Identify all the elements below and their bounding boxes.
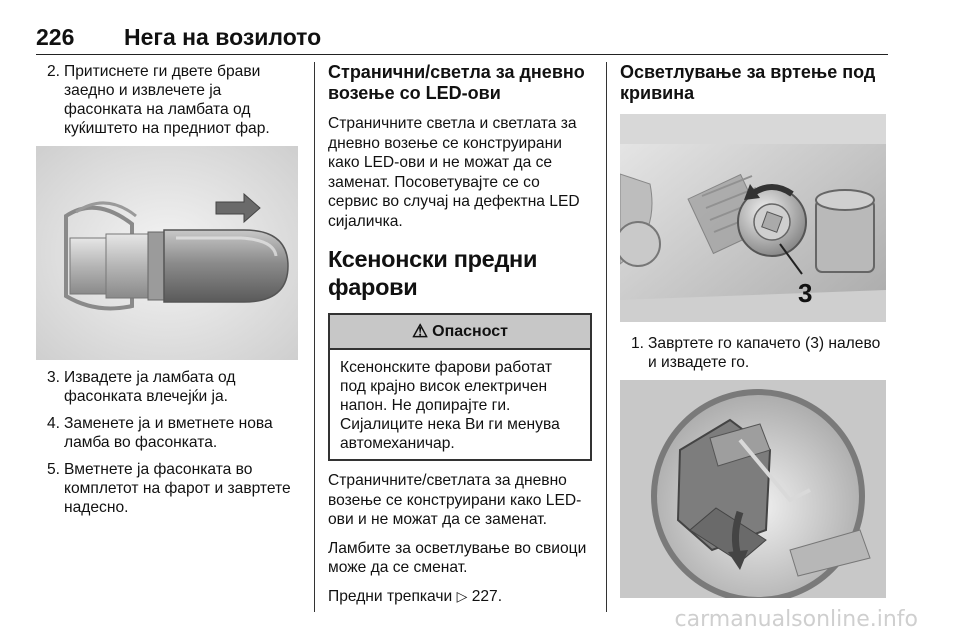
page-reference-arrow-icon: ▷ bbox=[456, 587, 468, 604]
column-3 bbox=[620, 62, 888, 598]
paragraph-bulbs: Ламбите за осветлување во свиоци може да се сменат. bbox=[328, 539, 587, 576]
headlamp-cap-illustration bbox=[620, 114, 886, 322]
step-5 bbox=[36, 460, 298, 517]
watermark: carmanualsonline.info bbox=[674, 607, 918, 632]
step-number: 3. bbox=[46, 369, 60, 386]
callout-number: 3 bbox=[798, 278, 813, 308]
step-4 bbox=[36, 414, 298, 452]
warning-header bbox=[330, 315, 590, 350]
page-number: 226 bbox=[36, 24, 75, 50]
reference-text: Предни трепкачи bbox=[328, 587, 453, 605]
column-divider bbox=[314, 62, 315, 612]
warning-text: Ксенонските фарови работат под крајно висок електричен напон. Не допирајте ги. Сијалиците нека Ви ги менува автомеханичар. bbox=[340, 359, 560, 452]
warning-title: Опасност bbox=[432, 322, 508, 340]
section-heading-led: Странични/светла за дневно возење со LED-ови bbox=[328, 62, 585, 103]
paragraph-replace: Страничните/светлата за дневно возење се конструирани како LED-ови и не можат да се заменат. bbox=[328, 472, 582, 528]
step-number: 1. bbox=[630, 335, 644, 352]
page-header bbox=[36, 24, 888, 55]
bulb-housing-illustration bbox=[620, 380, 886, 598]
section-heading-xenon: Ксенонски предни фарови bbox=[328, 246, 538, 300]
headlamp-cap-figure bbox=[620, 114, 886, 322]
paragraph-reference bbox=[328, 587, 592, 607]
step-number: 4. bbox=[46, 415, 60, 432]
reference-page-link[interactable]: 227. bbox=[471, 587, 503, 605]
step-3 bbox=[36, 368, 298, 406]
page-title: Нега на возилото bbox=[124, 24, 322, 50]
step-text: Завртете го капачето (3) налево и извадете го. bbox=[648, 335, 881, 371]
step-text: Притиснете ги двете брави заедно и извлечете ја фасонката на ламбата од куќиштето на предниот фар. bbox=[64, 63, 270, 137]
warning-triangle-icon: ⚠ bbox=[411, 321, 429, 341]
step-text: Заменете ја и вметнете нова ламба во фасонката. bbox=[64, 415, 273, 451]
step-number: 5. bbox=[46, 461, 60, 478]
section-heading-cornering: Осветлување за вртење под кривина bbox=[620, 62, 876, 103]
bulb-illustration bbox=[36, 146, 298, 360]
bulb-removal-figure bbox=[36, 146, 298, 360]
column-2 bbox=[328, 62, 592, 615]
step-2 bbox=[36, 62, 298, 138]
step-text: Извадете ја ламбата од фасонката влечејќи ја. bbox=[64, 369, 236, 405]
step-1 bbox=[620, 334, 888, 372]
column-1 bbox=[36, 62, 298, 525]
step-text: Вметнете ја фасонката во комплетот на фарот и завртете надесно. bbox=[64, 461, 291, 516]
step-number: 2. bbox=[46, 63, 60, 80]
column-divider bbox=[606, 62, 607, 612]
bulb-glass-shape bbox=[164, 230, 288, 302]
bulb-housing-figure bbox=[620, 380, 886, 598]
danger-warning-box bbox=[328, 313, 592, 461]
paragraph-led: Страничните светла и светлата за дневно возење се конструирани како LED-ови и не можат да се заменат. Посоветувајте се со сервис во случај на дефектна LED сијаличка. bbox=[328, 115, 580, 230]
